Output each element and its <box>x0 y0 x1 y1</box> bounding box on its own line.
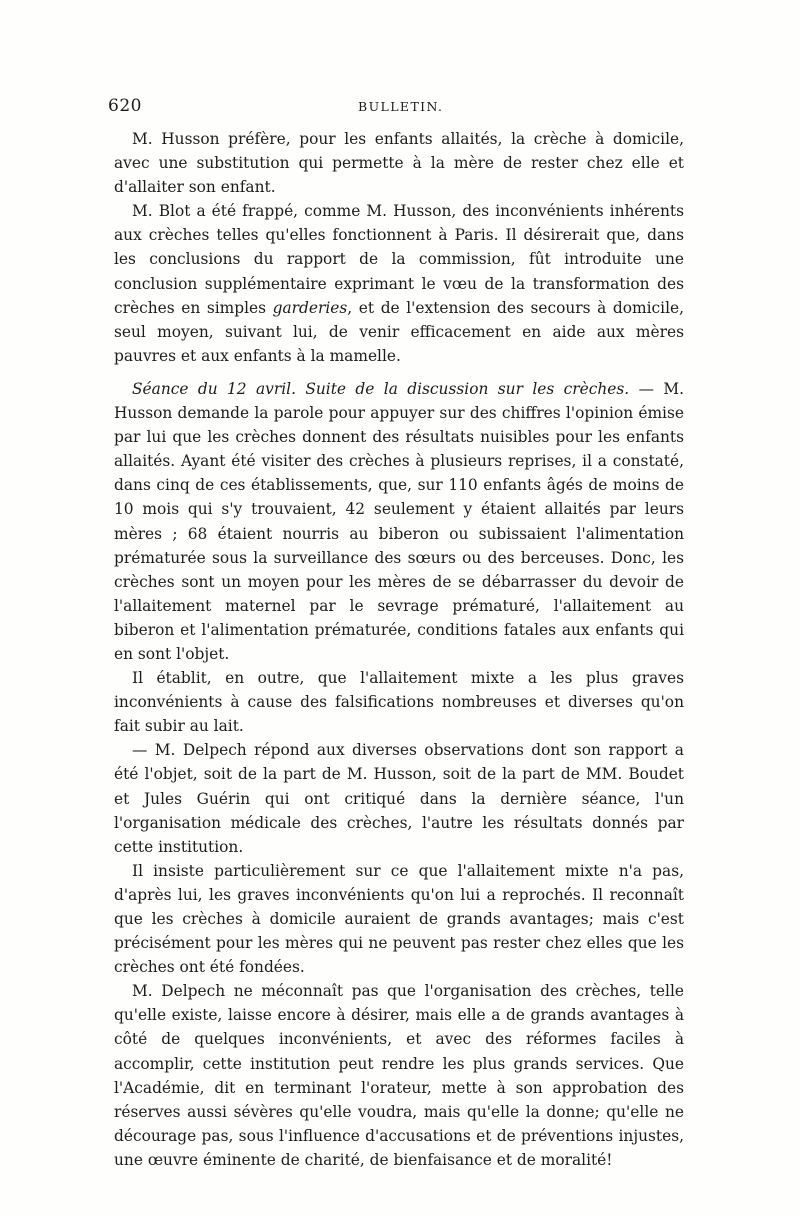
paragraph-delpech-insists: Il insiste particulièrement sur ce que l'allaitement mixte n'a pas, d'après lui, les graves inconvénients qu'on lui a reprochés. Il reconnaît que les crèches à domicile auraient de grands avantages; mais c'est précisément pour les mères qui ne peuvent pas rester chez elles que les crèches ont été fondées. <box>114 861 684 977</box>
paragraph-husson-preference: M. Husson préfère, pour les enfants allaités, la crèche à domicile, avec une substitution qui permette à la mère de rester chez elle et d'allaiter son enfant. <box>114 130 684 197</box>
running-head: BULLETIN. <box>358 99 444 114</box>
paragraph-delpech-conclusion: M. Delpech ne méconnaît pas que l'organisation des crèches, telle qu'elle existe, laisse encore à désirer, mais elle a de grands avantages à côté de quelques inconvénients, et avec des réformes faciles à accomplir, cette institution peut rendre les plus grands services. Que l'Académie, dit en terminant l'orateur, mette à son approbation des réserves aussi sévères qu'elle voudra, mais qu'elle la donne; qu'elle ne décourage pas, sous l'influence d'accusations et de préventions injustes, une œuvre éminente de charité, de bienfaisance et de moralité! <box>114 982 684 1169</box>
paragraph-session-april-12 <box>114 377 684 666</box>
paragraph-mixed-feeding: Il établit, en outre, que l'allaitement mixte a les plus graves inconvénients à cause des falsifications nombreuses et diverses qu'on fait subir au lait. <box>114 669 684 736</box>
paragraph-delpech-reply: — M. Delpech répond aux diverses observations dont son rapport a été l'objet, soit de la part de M. Husson, soit de la part de MM. Boudet et Jules Guérin qui ont critiqué dans la dernière séance, l'un l'organisation médicale des crèches, l'autre les résultats donnés par cette institution. <box>114 741 684 856</box>
page-header <box>108 96 688 120</box>
paragraph-blot-text-end: , et de l'extension des secours à domicile, seul moyen, suivant lui, de venir efficacement en aide aux mères pauvres et aux enfants à la mamelle. <box>114 298 685 365</box>
paragraph-blot <box>114 199 684 368</box>
body-text <box>114 127 684 1172</box>
session-paragraph-text: — M. Husson demande la parole pour appuyer sur des chiffres l'opinion émise par lui que les crèches donnent des résultats nuisibles pour les enfants allaités. Ayant été visiter des crèches à plusieurs reprises, il a constaté, dans cinq de ces établissements, que, sur 110 enfants âgés de moins de 10 mois qui s'y trouvaient, 42 seulement y étaient allaités par leurs mères ; 68 étaient nourris au biberon ou subissaient l'alimentation prématurée sous la surveillance des sœurs ou des berceuses. Donc, les crèches sont un moyen pour les mères de se débarrasser du devoir de l'allaitement maternel par le sevrage prématuré, l'allaitement au biberon et l'alimentation prématurée, conditions fatales aux enfants qui en sont l'objet. <box>114 379 685 663</box>
paragraph-blot-emphasis: garderies <box>272 298 348 317</box>
page-number: 620 <box>108 96 142 116</box>
paragraph-blot-text-start: M. Blot a été frappé, comme M. Husson, des inconvénients inhérents aux crèches telles qu'elles fonctionnent à Paris. Il désirerait que, dans les conclusions du rapport de la commission, fût introduite une conclusion supplémentaire exprimant le vœu de la transformation des crèches en simples <box>114 202 684 317</box>
session-heading: Séance du 12 avril. Suite de la discussion sur les crèches. <box>132 379 630 398</box>
